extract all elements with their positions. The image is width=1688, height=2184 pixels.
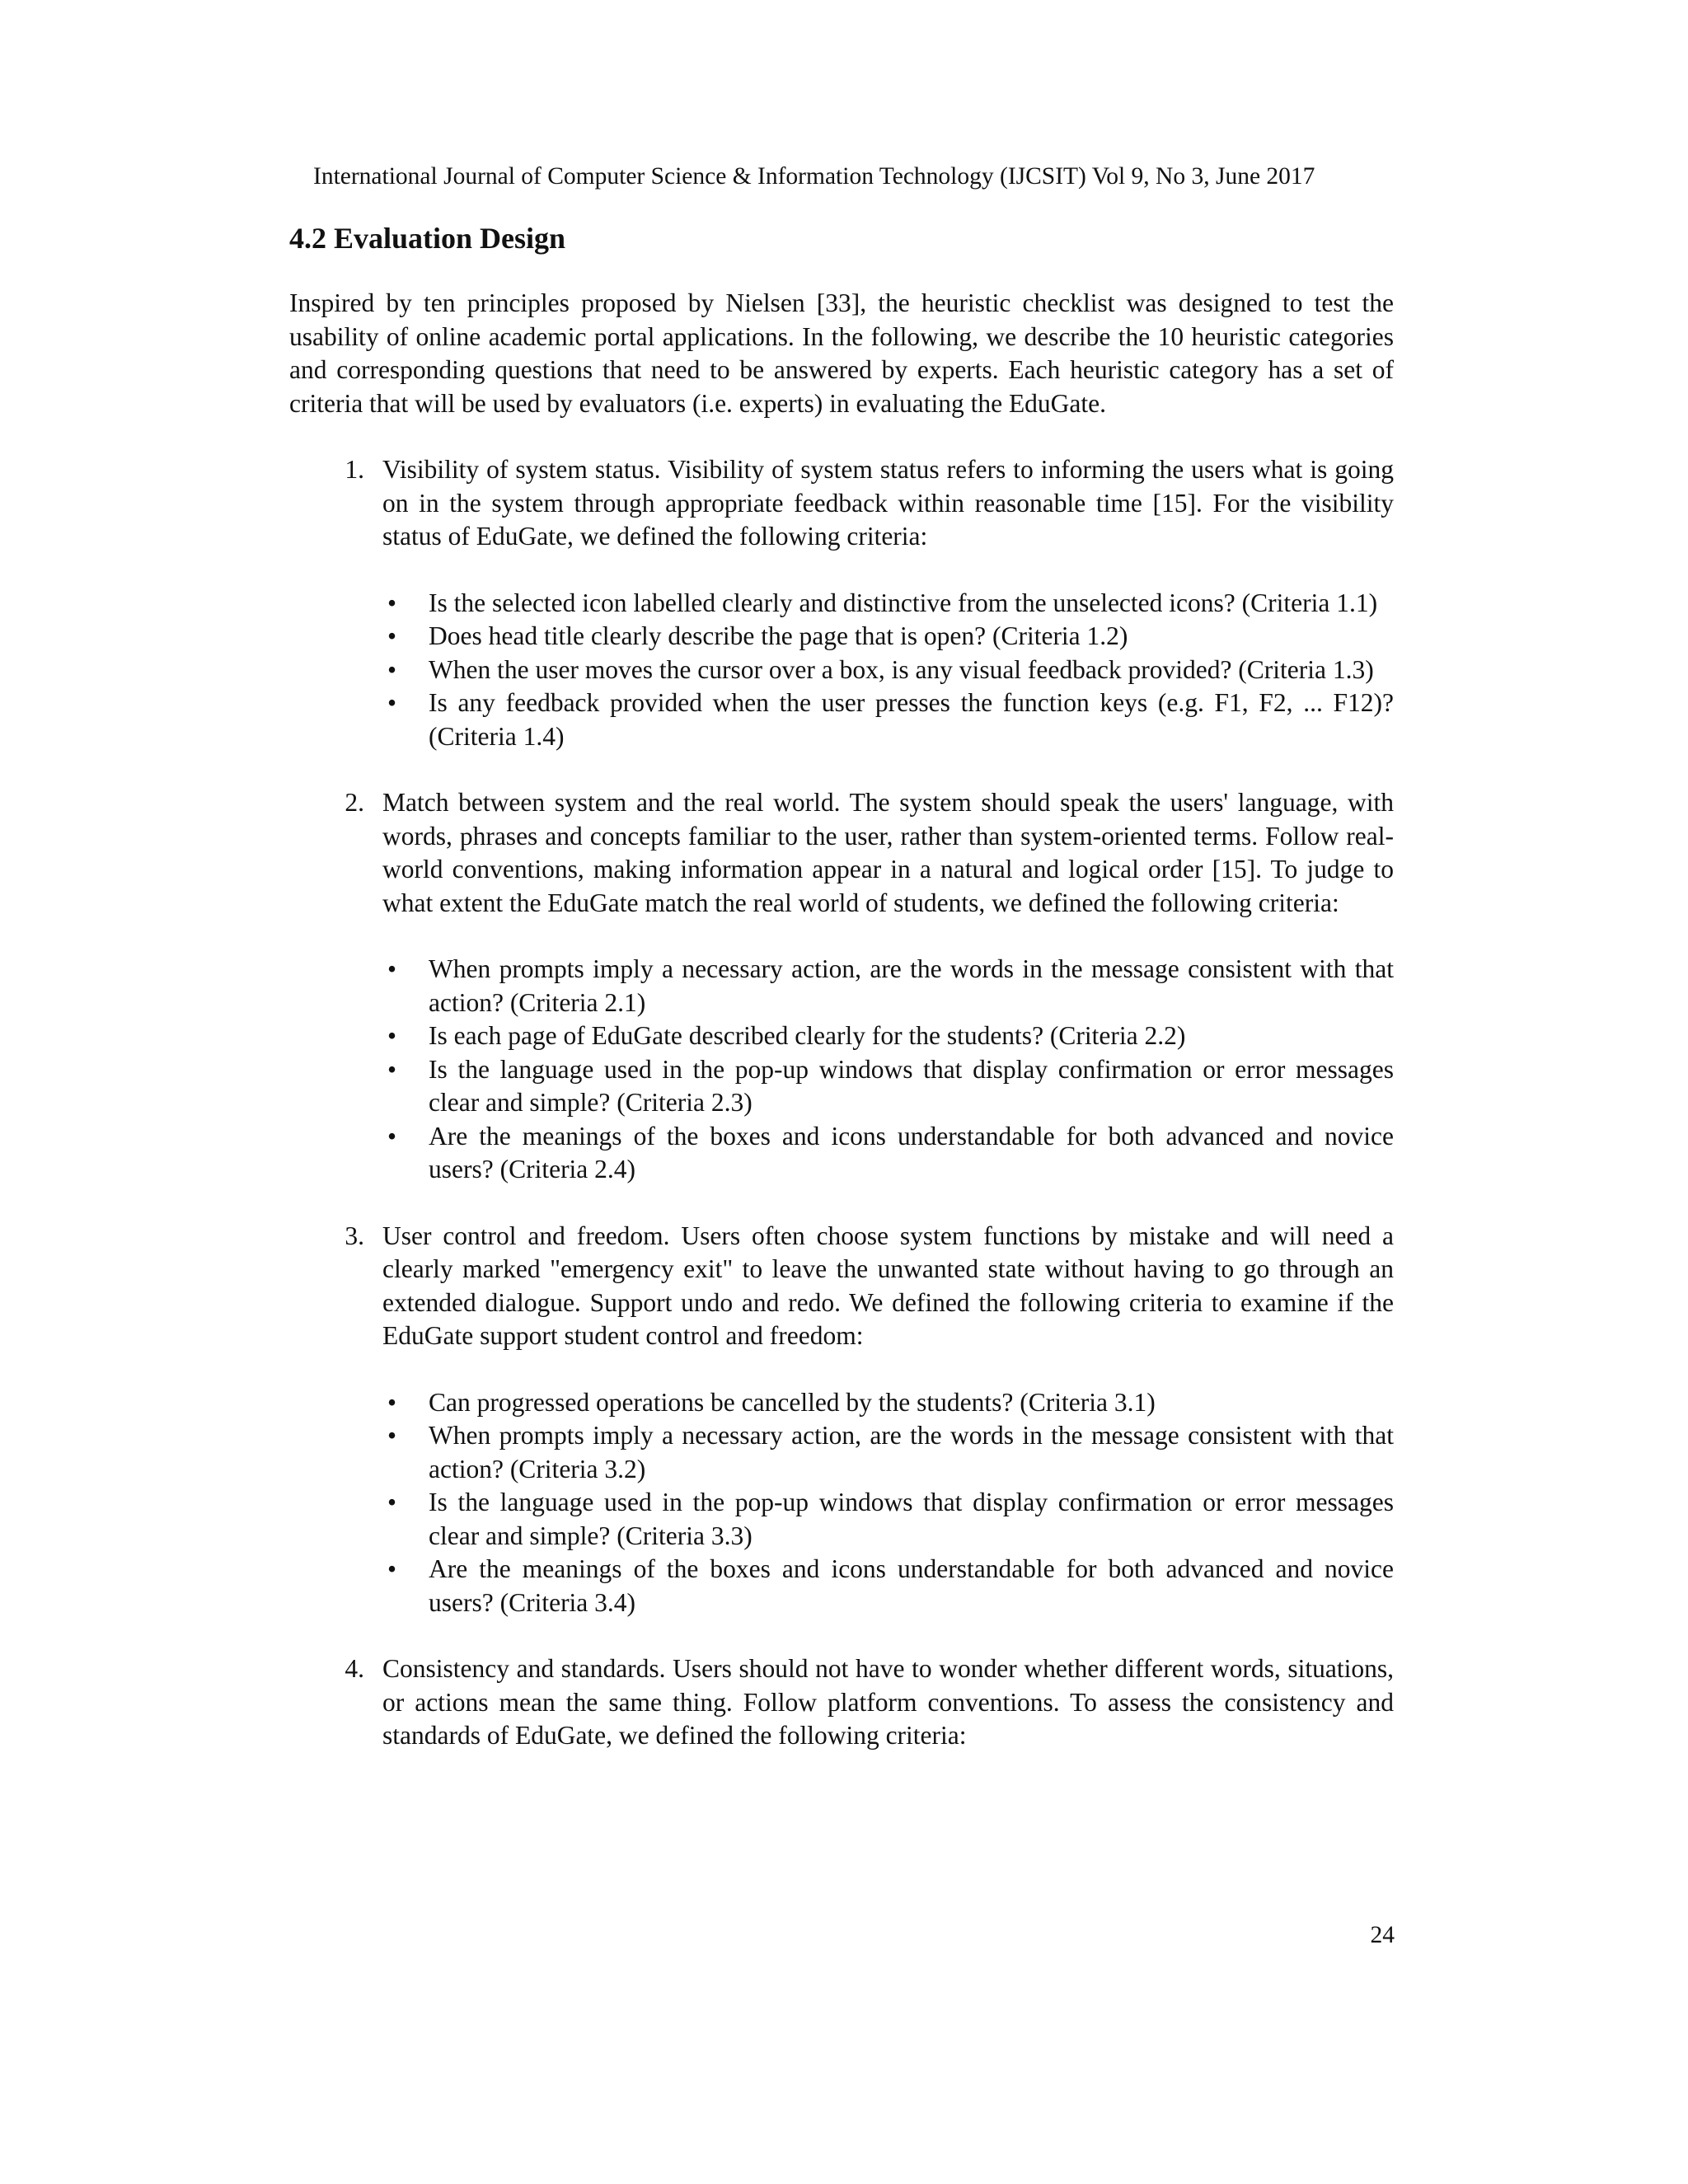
item-number: 3. <box>345 1221 364 1250</box>
item-body <box>382 1652 1394 1753</box>
heuristic-item <box>289 453 1394 753</box>
criterion-item <box>382 1019 1394 1053</box>
item-text: Match between system and the real world. The system should speak the users' language, with words, phrases and concepts familiar to the user, rather than system-oriented terms. Follow real-world conventions, making information appear in a natural and logical order [15]. To judge to what extent the EduGate match the real world of students, we defined the following criteria: <box>382 788 1394 917</box>
item-body <box>382 1220 1394 1620</box>
bullet-icon: • <box>387 1387 397 1417</box>
criteria-list <box>382 1386 1394 1620</box>
page-number: 24 <box>1370 1922 1395 1948</box>
criterion-text: Is any feedback provided when the user presses the function keys (e.g. F1, F2, ... F12)? (Criteria 1.4) <box>429 688 1394 751</box>
criterion-text: Are the meanings of the boxes and icons understandable for both advanced and novice users? (Criteria 3.4) <box>429 1554 1394 1617</box>
criterion-text: Does head title clearly describe the page that is open? (Criteria 1.2) <box>429 621 1128 650</box>
bullet-icon: • <box>387 621 397 650</box>
criteria-list <box>382 587 1394 754</box>
item-number: 2. <box>345 788 364 817</box>
criterion-text: Is the language used in the pop-up windows that display confirmation or error messages clear and simple? (Criteria 2.3) <box>429 1054 1394 1117</box>
item-text: Visibility of system status. Visibility of system status refers to informing the users what is going on in the system through appropriate feedback within reasonable time [15]. For the visibility status of EduGate, we defined the following criteria: <box>382 455 1394 551</box>
criterion-text: When the user moves the cursor over a box, is any visual feedback provided? (Criteria 1.3) <box>429 654 1374 684</box>
criterion-item <box>382 953 1394 1019</box>
item-text: User control and freedom. Users often choose system functions by mistake and will need a clearly marked "emergency exit" to leave the unwanted state without having to go through an extended dialogue. Support undo and redo. We defined the following criteria to examine if the EduGate support student control and freedom: <box>382 1221 1394 1350</box>
heuristic-item <box>289 1220 1394 1620</box>
criterion-text: When prompts imply a necessary action, are the words in the message consistent with that action? (Criteria 2.1) <box>429 954 1394 1017</box>
criterion-item <box>382 1553 1394 1619</box>
criterion-item <box>382 1419 1394 1486</box>
criterion-text: Are the meanings of the boxes and icons understandable for both advanced and novice users? (Criteria 2.4) <box>429 1121 1394 1183</box>
criterion-item <box>382 1120 1394 1187</box>
criterion-text: Is the language used in the pop-up windows that display confirmation or error messages clear and simple? (Criteria 3.3) <box>429 1488 1394 1550</box>
bullet-icon: • <box>387 954 397 983</box>
item-body <box>382 453 1394 753</box>
bullet-icon: • <box>387 654 397 684</box>
criterion-item <box>382 587 1394 621</box>
intro-paragraph: Inspired by ten principles proposed by Nielsen [33], the heuristic checklist was designed to test the usability of online academic portal applications. In the following, we describe the 10 heuristic categories and corresponding questions that need to be answered by experts. Each heuristic category has a set of criteria that will be used by evaluators (i.e. experts) in evaluating the EduGate. <box>289 288 1394 418</box>
item-number: 1. <box>345 455 364 484</box>
criterion-item <box>382 1486 1394 1553</box>
body-content <box>289 287 1394 1786</box>
criterion-item <box>382 1053 1394 1120</box>
running-header: International Journal of Computer Science & Information Technology (IJCSIT) Vol 9, No 3, June 2017 <box>313 163 1315 190</box>
criterion-item <box>382 620 1394 654</box>
heuristic-item <box>289 786 1394 1187</box>
bullet-icon: • <box>387 1054 397 1084</box>
criteria-list <box>382 953 1394 1187</box>
bullet-icon: • <box>387 1421 397 1450</box>
bullet-icon: • <box>387 1554 397 1583</box>
criterion-text: Is each page of EduGate described clearly for the students? (Criteria 2.2) <box>429 1021 1186 1050</box>
criterion-text: When prompts imply a necessary action, are the words in the message consistent with that action? (Criteria 3.2) <box>429 1421 1394 1483</box>
item-text: Consistency and standards. Users should not have to wonder whether different words, situations, or actions mean the same thing. Follow platform conventions. To assess the consistency and standards of EduGate, we defined the following criteria: <box>382 1654 1394 1750</box>
criterion-item <box>382 687 1394 753</box>
bullet-icon: • <box>387 1121 397 1151</box>
section-title: 4.2 Evaluation Design <box>289 222 566 255</box>
heuristic-item <box>289 1652 1394 1753</box>
item-number: 4. <box>345 1654 364 1683</box>
criterion-item <box>382 1386 1394 1420</box>
bullet-icon: • <box>387 1021 397 1050</box>
heuristic-list <box>289 453 1394 1753</box>
criterion-item <box>382 654 1394 687</box>
criterion-text: Is the selected icon labelled clearly and distinctive from the unselected icons? (Criteria 1.1) <box>429 588 1378 617</box>
bullet-icon: • <box>387 1488 397 1516</box>
criterion-text: Can progressed operations be cancelled by the students? (Criteria 3.1) <box>429 1387 1156 1417</box>
bullet-icon: • <box>387 688 397 717</box>
item-body <box>382 786 1394 1187</box>
bullet-icon: • <box>387 588 397 617</box>
